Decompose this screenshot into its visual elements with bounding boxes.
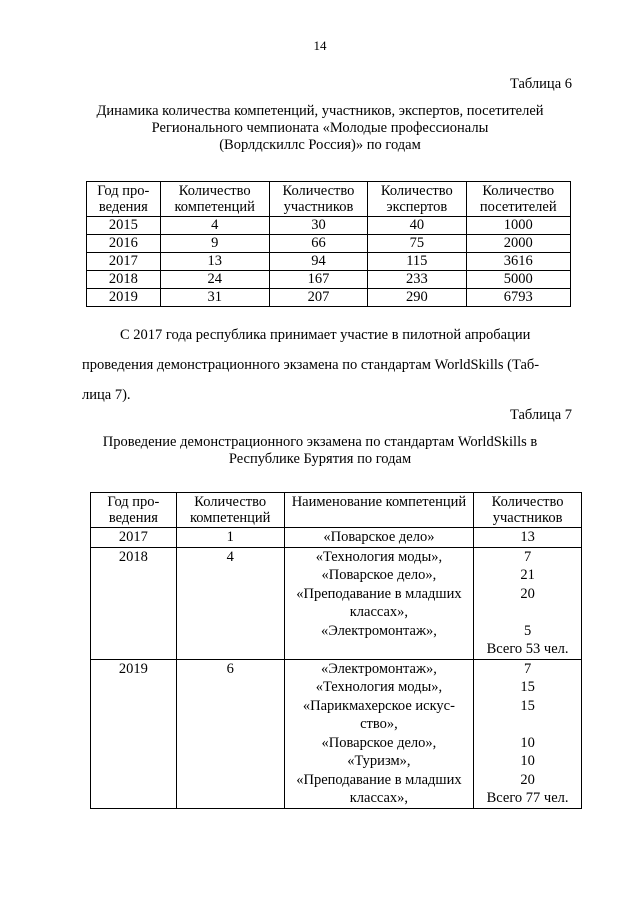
table-row <box>91 659 582 808</box>
table-row <box>87 253 571 271</box>
table7-title <box>80 434 560 468</box>
table-row <box>91 528 582 548</box>
table-cell: 66 <box>269 235 367 253</box>
paragraph-line: лица 7). <box>82 387 131 403</box>
table-cell: 290 <box>368 289 466 307</box>
table-cell: 2000 <box>466 235 570 253</box>
table-cell: 2015 <box>87 217 161 235</box>
table-cell: 2019 <box>87 289 161 307</box>
table-cell-count: 6 <box>176 659 284 808</box>
table-cell: 2016 <box>87 235 161 253</box>
table6 <box>86 181 571 307</box>
table-cell: 3616 <box>466 253 570 271</box>
paragraph-line: проведения демонстрационного экзамена по стандартам WorldSkills (Таб- <box>82 357 540 373</box>
table-cell: 75 <box>368 235 466 253</box>
page-number: 14 <box>313 38 327 53</box>
table-cell: 30 <box>269 217 367 235</box>
table6-header-year: Год про- ведения <box>87 182 161 217</box>
table-cell-participants: 7 21 20 5 Всего 53 чел. <box>474 547 582 659</box>
table-cell-year: 2018 <box>91 547 177 659</box>
table-cell-year: 2019 <box>91 659 177 808</box>
table6-header-competencies: Количество компетенций <box>160 182 269 217</box>
table7-header-names: Наименование компетенций <box>284 493 474 528</box>
table-row <box>87 235 571 253</box>
table-row <box>87 289 571 307</box>
table7-header-participants: Количество участников <box>474 493 582 528</box>
table-cell: 2018 <box>87 271 161 289</box>
table-cell: 6793 <box>466 289 570 307</box>
table7-title-line: Республике Бурятия по годам <box>228 451 412 467</box>
table6-title-line: Регионального чемпионата «Молодые профессионалы <box>151 120 489 136</box>
table7-header-year: Год про- ведения <box>91 493 177 528</box>
table-cell-participants: 7 15 15 10 10 20 Всего 77 чел. <box>474 659 582 808</box>
table-cell: 40 <box>368 217 466 235</box>
table-cell: 9 <box>160 235 269 253</box>
table-row <box>87 217 571 235</box>
table6-title <box>80 103 560 154</box>
table6-title-line: Динамика количества компетенций, участников, экспертов, посетителей <box>96 103 544 119</box>
body-paragraph <box>82 320 572 410</box>
table-cell: 24 <box>160 271 269 289</box>
table-cell-names: «Технология моды», «Поварское дело», «Преподавание в младших классах», «Электромонтаж», <box>284 547 474 659</box>
table6-header-experts: Количество экспертов <box>368 182 466 217</box>
table-cell: 233 <box>368 271 466 289</box>
table-cell: 5000 <box>466 271 570 289</box>
table-cell: 207 <box>269 289 367 307</box>
table-row <box>91 547 582 659</box>
table-cell: 94 <box>269 253 367 271</box>
table-row <box>87 271 571 289</box>
table-cell: 167 <box>269 271 367 289</box>
table-cell-participants: 13 <box>474 528 582 548</box>
paragraph-line: С 2017 года республика принимает участие в пилотной апробации <box>120 327 531 343</box>
table7-header-row <box>91 493 582 528</box>
table6-title-line: (Ворлдскиллс Россия)» по годам <box>219 137 421 153</box>
table6-header-row <box>87 182 571 217</box>
table-cell: 4 <box>160 217 269 235</box>
table-cell: 31 <box>160 289 269 307</box>
table6-header-participants: Количество участников <box>269 182 367 217</box>
table-cell-year: 2017 <box>91 528 177 548</box>
table-cell-count: 1 <box>176 528 284 548</box>
table7-title-line: Проведение демонстрационного экзамена по стандартам WorldSkills в <box>102 434 538 450</box>
table6-header-visitors: Количество посетителей <box>466 182 570 217</box>
table-cell-names: «Поварское дело» <box>284 528 474 548</box>
table6-label: Таблица 6 <box>509 76 572 92</box>
table-cell: 13 <box>160 253 269 271</box>
table-cell: 115 <box>368 253 466 271</box>
table-cell-names: «Электромонтаж», «Технология моды», «Парикмахерское искус- ство», «Поварское дело», «Туризм», «Преподавание в младших классах», <box>284 659 474 808</box>
table7-label: Таблица 7 <box>509 407 572 423</box>
table-cell: 1000 <box>466 217 570 235</box>
table7 <box>90 492 582 809</box>
table-cell: 2017 <box>87 253 161 271</box>
table-cell-count: 4 <box>176 547 284 659</box>
table7-header-competencies: Количество компетенций <box>176 493 284 528</box>
